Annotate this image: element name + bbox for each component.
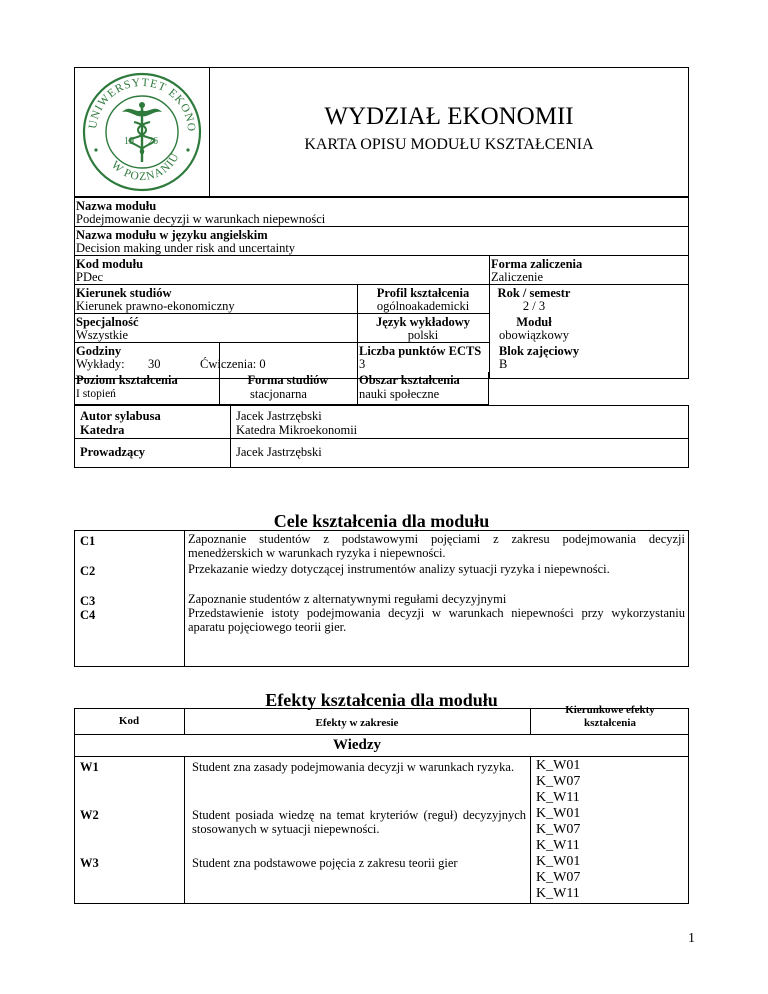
specialty-value: Wszystkie (76, 328, 129, 342)
staff-box (74, 405, 689, 468)
goal-text: Zapoznanie studentów z podstawowymi pojęciami z zakresu podejmowania decyzji menedżerskich w warunkach ryzyka i niepewności. (188, 532, 685, 560)
module-name-en: Decision making under risk and uncertainty (76, 241, 296, 255)
effect-ref: K_W01 (536, 854, 581, 869)
effect-code: W2 (80, 808, 99, 822)
effect-ref: K_W07 (536, 774, 581, 789)
effect-ref: K_W01 (536, 806, 581, 821)
hours-label: Godziny (76, 344, 122, 358)
knowledge-subheader: Wiedzy (332, 737, 382, 753)
goal-text: Zapoznanie studentów z alternatywnymi regułami decyzyjnymi (188, 592, 507, 606)
row-line (74, 226, 689, 227)
goal-text: Przekazanie wiedzy dotyczącej instrumentów analizy sytuacji ryzyka i niepewności. (188, 562, 610, 576)
field-value: Kierunek prawno-ekonomiczny (76, 299, 235, 313)
effect-code: W1 (80, 760, 99, 774)
header-divider (209, 67, 210, 197)
effect-text: Student posiada wiedzę na temat kryteriów (reguł) decyzyjnych stosowanych w sytuacji niepewności. (192, 808, 526, 836)
author-name: Jacek Jastrzębski (236, 409, 322, 423)
year-label: Rok / semestr (497, 286, 571, 300)
column-line (530, 708, 531, 734)
block-label: Blok zajęciowy (498, 344, 580, 358)
column-line (230, 405, 231, 468)
study-form-value: stacjonarna (250, 387, 307, 401)
card-title: KARTA OPISU MODUŁU KSZTAŁCENIA (304, 136, 594, 153)
goals-title: Cele kształcenia dla modułu (273, 511, 490, 531)
level-label: Poziom kształcenia (76, 373, 178, 387)
module-type-label: Moduł (516, 315, 552, 329)
col-header-directional: Kierunkowe efekty kształcenia (565, 704, 655, 729)
column-line (357, 372, 358, 405)
area-value: nauki społeczne (359, 387, 440, 401)
row-line (74, 342, 489, 343)
column-line (530, 756, 531, 904)
svg-text:UNIWERSYTET EKONOMICZNY: UNIWERSYTET EKONO (86, 76, 198, 133)
profile-value: ogólnoakademicki (376, 299, 470, 313)
field-label: Kierunek studiów (76, 286, 172, 300)
effect-text: Student zna zasady podejmowania decyzji w warunkach ryzyka. (192, 760, 515, 774)
svg-text:19: 19 (124, 136, 134, 147)
module-name: Podejmowanie decyzji w warunkach niepewności (76, 212, 326, 226)
block-value: B (499, 357, 508, 371)
level-value: I stopień (76, 388, 116, 400)
goal-text: Przedstawienie istoty podejmowania decyzji w warunkach niepewności przy wykorzystaniu aparatu pojęciowego teorii gier. (188, 606, 685, 634)
module-type-value: obowiązkowy (498, 328, 570, 342)
effect-text: Student zna podstawowe pojęcia z zakresu teorii gier (192, 856, 458, 870)
study-form-label: Forma studiów (247, 373, 329, 387)
column-line (184, 530, 185, 667)
effect-ref: K_W01 (536, 758, 581, 773)
svg-text:W POZNANIU: W POZNANIU (108, 150, 182, 184)
lecturer-name: Jacek Jastrzębski (236, 445, 322, 459)
university-logo (78, 70, 206, 194)
goal-code: C3 (80, 594, 96, 608)
svg-text:26: 26 (148, 136, 158, 147)
row-line (74, 734, 689, 735)
goal-code: C4 (80, 608, 96, 622)
exercises-hours: Ćwiczenia: 0 (200, 357, 266, 371)
module-name-label: Nazwa modułu (76, 199, 157, 213)
author-label: Autor sylabusa (80, 409, 161, 423)
profile-label: Profil kształcenia (376, 286, 470, 300)
row-line (74, 438, 689, 439)
language-label: Język wykładowy (375, 315, 471, 329)
assessment-value: Zaliczenie (491, 270, 544, 284)
faculty-title: WYDZIAŁ EKONOMII (324, 103, 574, 130)
department-label: Katedra (80, 423, 125, 437)
effect-ref: K_W11 (536, 790, 580, 805)
lectures-hours: 30 (148, 357, 161, 371)
effect-ref: K_W07 (536, 870, 581, 885)
row-line (74, 284, 689, 285)
department-name: Katedra Mikroekonomii (236, 423, 358, 437)
col-header-effects: Efekty w zakresie (315, 717, 399, 729)
university-seal-icon (78, 70, 206, 194)
assessment-label: Forma zaliczenia (491, 257, 583, 271)
row-line (74, 313, 489, 314)
goal-code: C2 (80, 564, 96, 578)
effect-ref: K_W11 (536, 838, 580, 853)
area-label: Obszar kształcenia (359, 373, 460, 387)
row-line (74, 255, 689, 256)
effects-title: Efekty kształcenia dla modułu (265, 690, 498, 710)
ects-value: 3 (359, 357, 366, 371)
specialty-label: Specjalność (76, 315, 139, 329)
module-name-en-label: Nazwa modułu w języku angielskim (76, 228, 268, 242)
effect-code: W3 (80, 856, 99, 870)
row-line (74, 756, 689, 757)
page-number: 1 (688, 931, 695, 946)
effect-ref: K_W11 (536, 886, 580, 901)
lecturer-label: Prowadzący (80, 445, 146, 459)
module-code: PDec (76, 270, 104, 284)
language-value: polski (407, 328, 439, 342)
year-value: 2 / 3 (522, 299, 546, 313)
column-line (184, 756, 185, 904)
col-header-code: Kod (118, 715, 140, 727)
goal-code: C1 (80, 534, 96, 548)
lectures-label: Wykłady: (76, 357, 125, 371)
ects-label: Liczba punktów ECTS (359, 344, 482, 358)
module-code-label: Kod modułu (76, 257, 144, 271)
effect-ref: K_W07 (536, 822, 581, 837)
